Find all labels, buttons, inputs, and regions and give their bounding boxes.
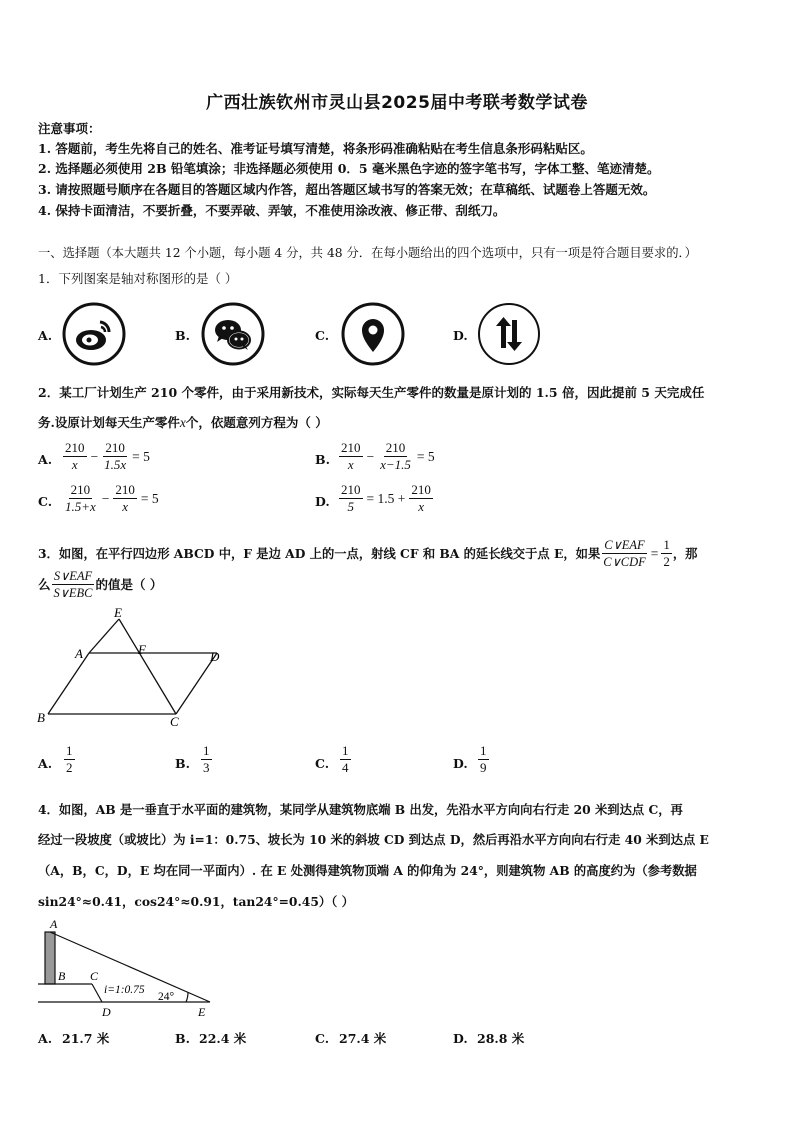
notice-item: 2. 选择题必须使用 2B 铅笔填涂；非选择题必须使用 0．5 毫米黑色字迹的签字笔书写，字体工整、笔迹清楚。	[38, 161, 660, 176]
point-label-b: B	[58, 969, 66, 983]
q4-option-b-value: 22.4 米	[199, 1031, 247, 1046]
q1-option-d-label: D.	[453, 328, 468, 343]
q1-option-b-label: B.	[175, 328, 190, 343]
point-label-c: C	[170, 714, 179, 729]
q3-option-b-value: $\frac{1}{3}$	[203, 743, 210, 775]
section-heading: 一、选择题（本大题共 12 个小题，每小题 4 分，共 48 分．在每小题给出的四个选项中，只有一项是符合题目要求的．）	[38, 246, 697, 260]
q2-line2-a: 务.设原计划每天生产零件	[38, 415, 180, 430]
q3-option-a-value: $\frac{1}{2}$	[66, 743, 73, 775]
q4-option-a-label: A.	[38, 1031, 53, 1046]
question-3-line1: 3．如图，在平行四边形 ABCD 中，F 是边 AD 上的一点，射线 CF 和 BA 的延长线交于点 E，如果 $\frac{\text{C∨EAF}}{\text{C∨CDF}}$ = $\frac{1}{2}$ ，那	[38, 537, 698, 569]
q2-option-d-equation: $\frac{210}{5}$ = 1.5 + $\frac{210}{x}$	[341, 482, 431, 514]
question-4-line4: sin24°≈0.41，cos24°≈0.91，tan24°=0.45）（ ）	[38, 894, 354, 909]
q2-line2-b: 个，依题意列方程为（ ）	[185, 415, 328, 430]
point-label-d: D	[210, 649, 220, 664]
q4-option-d-value: 28.8 米	[477, 1031, 525, 1046]
question-4-line2: 经过一段坡度（或坡比）为 i=1：0.75、坡长为 10 米的斜坡 CD 到达点 D，然后再沿水平方向向右行走 40 米到达点 E	[38, 832, 709, 847]
notice-item: 1. 答题前，考生先将自己的姓名、准考证号填写清楚，将条形码准确粘贴在考生信息条形码粘贴区。	[38, 141, 593, 156]
fraction: $\frac{210}{x}$	[411, 482, 431, 514]
point-label-a: A	[50, 917, 58, 931]
q4-option-b-label: B.	[175, 1031, 190, 1046]
page-title: 广西壮族钦州市灵山县2025届中考联考数学试卷	[206, 93, 588, 113]
parallelogram-figure	[34, 606, 226, 730]
angle-label: 24°	[158, 991, 175, 1003]
q2-option-b-equation: $\frac{210}{x}$ − $\frac{210}{x-1.5}$ = 5	[341, 440, 435, 472]
q1-option-a-label: A.	[38, 328, 53, 343]
q3-option-c-value: $\frac{1}{4}$	[342, 743, 349, 775]
q4-option-a-value: 21.7 米	[62, 1031, 110, 1046]
fraction: $\frac{210}{5}$	[341, 482, 361, 514]
q4-option-d-label: D.	[453, 1031, 468, 1046]
q3-option-d-value: $\frac{1}{9}$	[480, 743, 487, 775]
question-4-line3: （A，B，C，D，E 均在同一平面内）. 在 E 处测得建筑物顶端 A 的仰角为 24°，则建筑物 AB 的高度约为（参考数据	[38, 863, 697, 878]
q2-option-c-label: C.	[38, 494, 53, 509]
fraction: $\frac{210}{x}$	[65, 440, 85, 472]
q2-option-a-label: A.	[38, 452, 53, 467]
fraction: $\frac{210}{1.5x}$	[104, 440, 127, 472]
q2-option-b-label: B.	[315, 452, 330, 467]
q2-var-x: x	[179, 415, 186, 430]
q3-option-d-label: D.	[453, 756, 468, 771]
point-label-c: C	[90, 969, 99, 983]
question-4-line1: 4．如图，AB 是一垂直于水平面的建筑物，某同学从建筑物底端 B 出发，先沿水平方向向右行走 20 米到达点 C，再	[38, 802, 683, 817]
wechat-icon	[201, 302, 265, 366]
location-pin-icon	[341, 302, 405, 366]
q3-option-c-label: C.	[315, 756, 330, 771]
notice-item: 3. 请按照题号顺序在各题目的答题区域内作答，超出答题区域书写的答案无效；在草稿纸、试题卷上答题无效。	[38, 182, 656, 197]
point-label-d: D	[102, 1005, 111, 1019]
question-2-line2	[38, 414, 328, 432]
up-down-arrows-icon	[477, 302, 541, 366]
q4-option-c-label: C.	[315, 1031, 330, 1046]
q2-option-d-label: D.	[315, 494, 330, 509]
notice-heading: 注意事项：	[38, 121, 101, 136]
question-3-line2: 么 $\frac{\text{S∨EAF}}{\text{S∨EBC}}$ 的值是（ ）	[38, 569, 163, 600]
point-label-f: F	[138, 642, 146, 657]
q4-option-c-value: 27.4 米	[339, 1031, 387, 1046]
q2-option-c-equation: $\frac{210}{1.5+x}$ − $\frac{210}{x}$ = 5	[65, 482, 159, 514]
slope-label: i=1:0.75	[104, 984, 145, 996]
notice-item: 4. 保持卡面清洁，不要折叠，不要弄破、弄皱，不准使用涂改液、修正带、刮纸刀。	[38, 203, 506, 218]
point-label-e: E	[198, 1005, 206, 1019]
weibo-icon	[62, 302, 126, 366]
fraction: $\frac{210}{x-1.5}$	[380, 440, 411, 472]
ask-fraction: $\frac{\text{S∨EAF}}{\text{S∨EBC}}$	[53, 569, 93, 600]
q1-option-c-label: C.	[315, 328, 330, 343]
q2-option-a-equation: $\frac{210}{x}$ − $\frac{210}{1.5x}$ = 5	[65, 440, 150, 472]
point-label-b: B	[37, 710, 45, 725]
fraction: $\frac{210}{x}$	[341, 440, 361, 472]
ratio-fraction: $\frac{\text{C∨EAF}}{\text{C∨CDF}}$	[603, 538, 646, 569]
question-2-line1: 2．某工厂计划生产 210 个零件，由于采用新技术，实际每天生产零件的数量是原计划的 1.5 倍，因此提前 5 天完成任	[38, 385, 705, 400]
question-1-stem: 1．下列图案是轴对称图形的是（ ）	[38, 271, 238, 286]
q3-option-b-label: B.	[175, 756, 190, 771]
q3-option-a-label: A.	[38, 756, 53, 771]
fraction: $\frac{210}{x}$	[115, 482, 135, 514]
fraction: $\frac{210}{1.5+x}$	[65, 482, 96, 514]
point-label-a: A	[75, 646, 83, 661]
half-fraction: $\frac{1}{2}$	[663, 537, 670, 569]
building-slope-figure	[34, 916, 224, 1022]
building-ab	[45, 932, 55, 984]
point-label-e: E	[114, 606, 122, 620]
